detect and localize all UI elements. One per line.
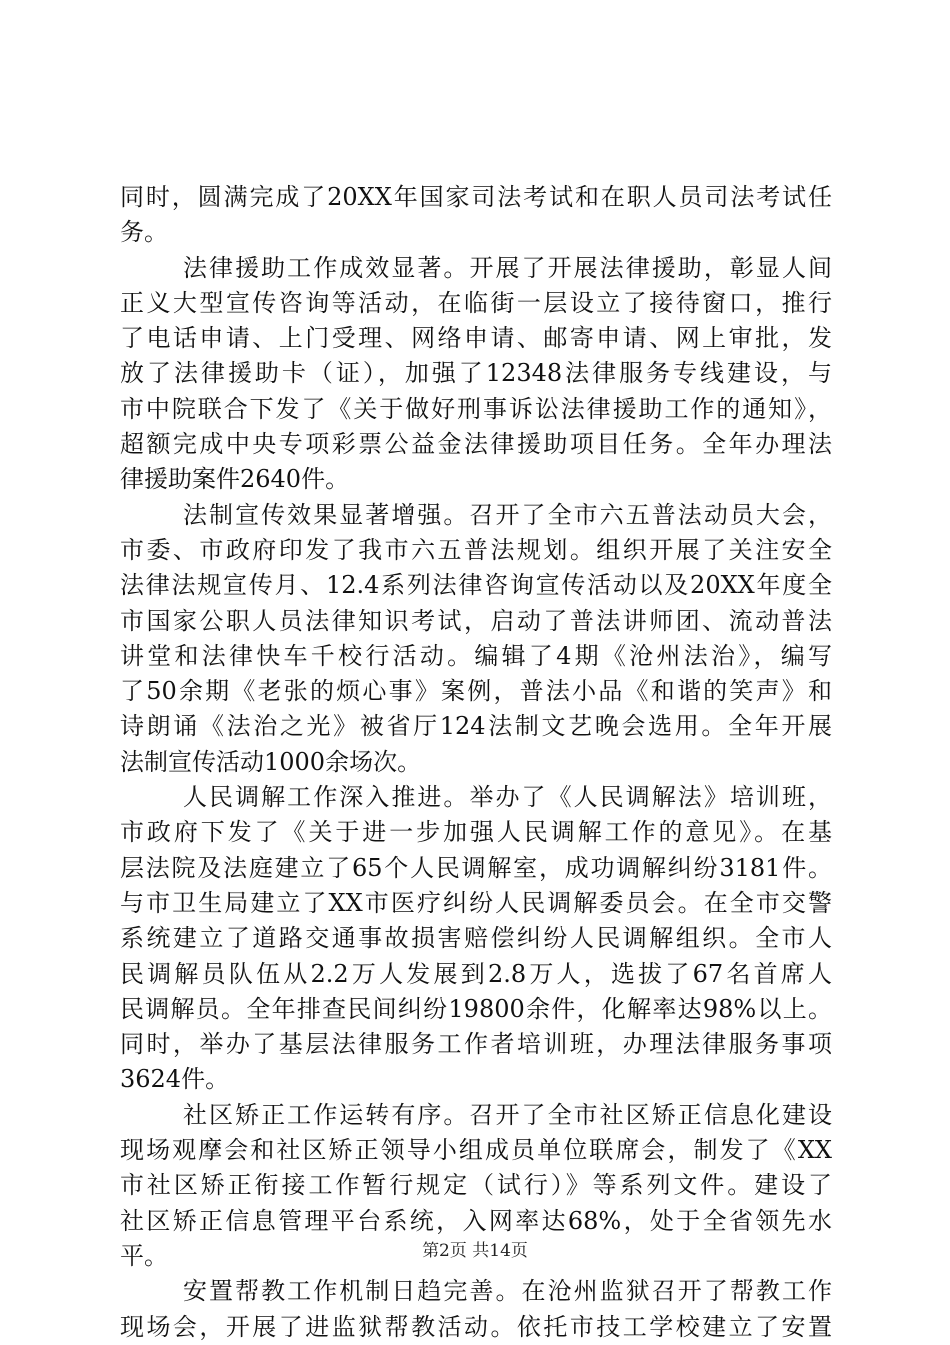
text-line: 诗朗诵《法治之光》被省厅124法制文艺晚会选用。全年开展: [120, 712, 832, 741]
text-line: 超额完成中央专项彩票公益金法律援助项目任务。全年办理法: [120, 430, 832, 459]
text-line: 法制宣传效果显著增强。召开了全市六五普法动员大会，: [183, 500, 832, 529]
text-line: 系统建立了道路交通事故损害赔偿纠纷人民调解组织。全市人: [120, 924, 832, 953]
paragraph: [120, 498, 832, 780]
text-line: 讲堂和法律快车千校行活动。编辑了4期《沧州法治》，编写: [120, 641, 832, 670]
paragraph: [120, 1274, 832, 1345]
text-line: 市委、市政府印发了我市六五普法规划。组织开展了关注安全: [120, 535, 832, 564]
text-line: 现场会，开展了进监狱帮教活动。依托市技工学校建立了安置: [120, 1312, 832, 1341]
text-line: 民调解员队伍从2.2万人发展到2.8万人，选拔了67名首席人: [120, 959, 832, 988]
text-line: 法律援助工作成效显著。开展了开展法律援助，彰显人间: [183, 253, 832, 282]
text-line: 市中院联合下发了《关于做好刑事诉讼法律援助工作的通知》，: [120, 394, 832, 423]
text-line: 了电话申请、上门受理、网络申请、邮寄申请、网上审批，发: [120, 324, 832, 353]
text-line: 务。: [120, 218, 168, 247]
text-line: 律援助案件2640件。: [120, 465, 350, 494]
text-line: 3624件。: [120, 1065, 230, 1094]
paragraph: [120, 251, 832, 498]
text-line: 法律法规宣传月、12.4系列法律咨询宣传活动以及20XX年度全: [120, 571, 832, 600]
text-line: 同时，举办了基层法律服务工作者培训班，办理法律服务事项: [120, 1030, 832, 1059]
text-line: 社区矫正工作运转有序。召开了全市社区矫正信息化建设: [183, 1100, 832, 1129]
text-line: 社区矫正信息管理平台系统，入网率达68%，处于全省领先水: [120, 1206, 832, 1235]
text-line: 现场观摩会和社区矫正领导小组成员单位联席会，制发了《XX: [120, 1136, 832, 1165]
document-body: [120, 180, 832, 1345]
text-line: 市政府下发了《关于进一步加强人民调解工作的意见》。在基: [120, 818, 832, 847]
text-line: 层法院及法庭建立了65个人民调解室，成功调解纠纷3181件。: [120, 853, 832, 882]
text-line: 正义大型宣传咨询等活动，在临街一层设立了接待窗口，推行: [120, 288, 832, 317]
text-line: 民调解员。全年排查民间纠纷19800余件，化解率达98%以上。: [120, 994, 832, 1023]
paragraph: [120, 780, 832, 1098]
page-footer: 第2页 共14页: [422, 1241, 528, 1261]
text-line: 平。: [120, 1241, 168, 1270]
text-line: 安置帮教工作机制日趋完善。在沧州监狱召开了帮教工作: [183, 1277, 832, 1306]
text-line: 市国家公职人员法律知识考试，启动了普法讲师团、流动普法: [120, 606, 832, 635]
text-line: 同时，圆满完成了20XX年国家司法考试和在职人员司法考试任: [120, 183, 832, 211]
text-line: 市社区矫正衔接工作暂行规定（试行）》等系列文件。建设了: [120, 1171, 832, 1200]
paragraph: [120, 180, 832, 251]
text-line: 与市卫生局建立了XX市医疗纠纷人民调解委员会。在全市交警: [120, 888, 832, 917]
text-line: 放了法律援助卡（证），加强了12348法律服务专线建设，与: [120, 359, 832, 388]
text-line: 了50余期《老张的烦心事》案例，普法小品《和谐的笑声》和: [120, 677, 832, 706]
text-line: 人民调解工作深入推进。举办了《人民调解法》培训班，: [183, 783, 832, 812]
text-line: 法制宣传活动1000余场次。: [120, 747, 422, 776]
